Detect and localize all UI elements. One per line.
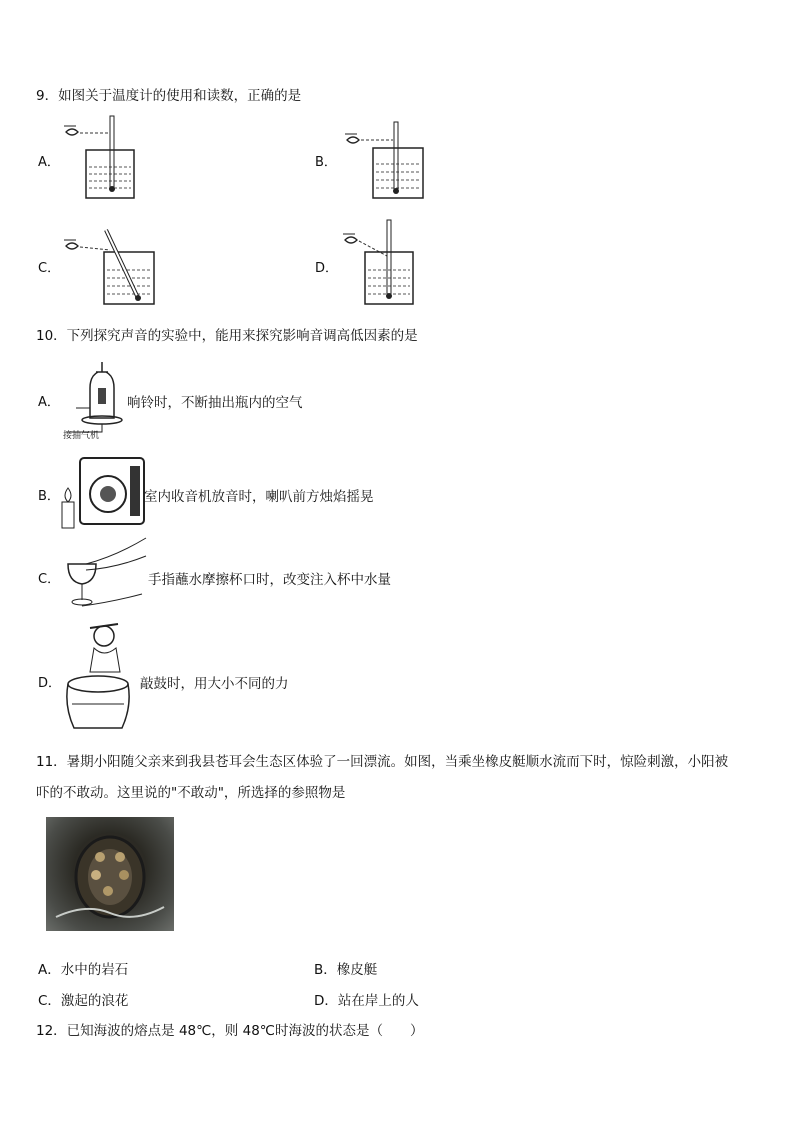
q10-option-c-label: C． bbox=[38, 572, 61, 587]
q10-figure-d-drummer bbox=[60, 618, 144, 738]
q9-option-d-label: D． bbox=[315, 261, 339, 276]
q10-option-a-label: A． bbox=[38, 395, 60, 410]
q11-stem-line-1: 11．暑期小阳随父亲来到我县苍耳会生态区体验了一回漂流。如图，当乘坐橡皮艇顺水流而下时，惊险刺激，小阳被 bbox=[36, 754, 729, 770]
q9-option-b-label: B． bbox=[315, 155, 337, 170]
eye-icon bbox=[64, 240, 78, 249]
raft-icon bbox=[46, 817, 174, 931]
q11-option-d: D．站在岸上的人 bbox=[314, 993, 419, 1009]
q10-figure-b-radio-candle bbox=[58, 454, 148, 532]
q10-stem: 10．下列探究声音的实验中，能用来探究影响音调高低因素的是 bbox=[36, 328, 418, 344]
q9-option-a-label: A． bbox=[38, 155, 60, 170]
q10-option-d-text: 敲鼓时，用大小不同的力 bbox=[140, 676, 289, 692]
q10-option-b-label: B． bbox=[38, 489, 60, 504]
q10-option-b-text: 室内收音机放音时，喇叭前方烛焰摇晃 bbox=[144, 489, 374, 505]
q11-stem-line-2: 吓的不敢动。这里说的"不敢动"，所选择的参照物是 bbox=[36, 785, 346, 801]
q10-figure-a-caption: 接抽气机 bbox=[63, 431, 100, 441]
q10-option-d-label: D． bbox=[38, 676, 62, 691]
q11-rafting-photo bbox=[46, 817, 174, 931]
q10-option-c-text: 手指蘸水摩擦杯口时，改变注入杯中水量 bbox=[148, 572, 391, 588]
q11-option-c: C．激起的浪花 bbox=[38, 993, 129, 1009]
q12-stem: 12．已知海波的熔点是 48℃，则 48℃时海波的状态是（ ） bbox=[36, 1023, 424, 1039]
q11-option-a: A．水中的岩石 bbox=[38, 962, 129, 978]
q9-figure-a bbox=[62, 112, 142, 202]
q9-option-c-label: C． bbox=[38, 261, 61, 276]
q9-figure-b bbox=[341, 118, 431, 200]
eye-icon bbox=[345, 134, 359, 143]
q9-stem: 9．如图关于温度计的使用和读数，正确的是 bbox=[36, 88, 302, 104]
eye-icon bbox=[64, 126, 78, 135]
q9-figure-c bbox=[62, 226, 162, 308]
q9-figure-d bbox=[341, 216, 431, 308]
q10-option-a-text: 响铃时，不断抽出瓶内的空气 bbox=[127, 395, 303, 411]
eye-icon bbox=[343, 234, 357, 243]
q10-figure-c-glass-finger bbox=[62, 534, 150, 616]
q11-option-b: B．橡皮艇 bbox=[314, 962, 378, 978]
